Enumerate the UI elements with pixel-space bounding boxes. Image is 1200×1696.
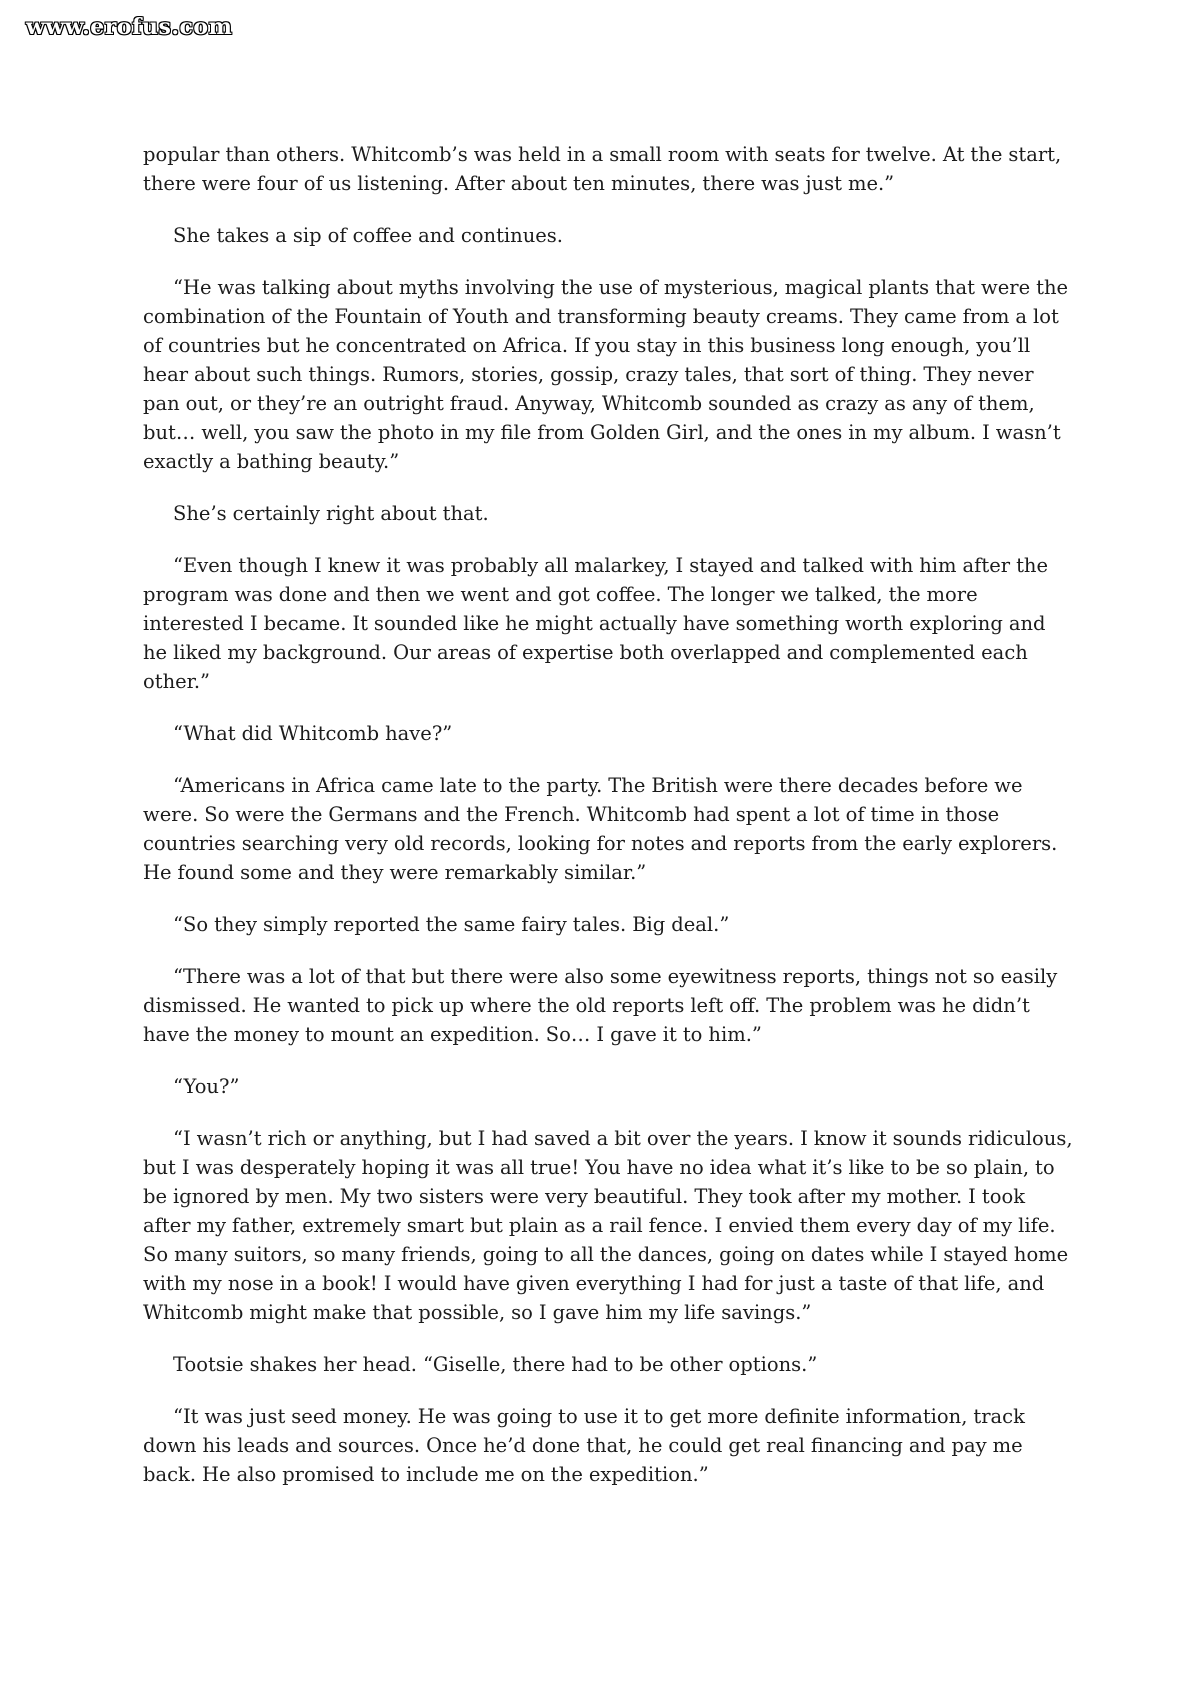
paragraph-6: “What did Whitcomb have?”	[173, 722, 453, 745]
watermark-text: www.erofus.com	[26, 14, 233, 40]
paragraph-1: popular than others. Whitcomb’s was held in a small room with seats for twelve. At the start, there were four of us listening. After about ten minutes, there was just me.”	[143, 143, 1062, 195]
paragraph-4: She’s certainly right about that.	[173, 502, 489, 525]
page-body	[143, 140, 1075, 1512]
paragraph-11: “I wasn’t rich or anything, but I had saved a bit over the years. I know it sounds ridiculous, but I was desperately hoping it was all true! You have no idea what it’s like to be so plain, to be ignored by men. My two sisters were very beautiful. They took after my mother. I took after my father, extremely smart but plain as a rail fence. I envied them every day of my life. So many suitors, so many friends, going to all the dances, going on dates while I stayed home with my nose in a book! I would have given everything I had for just a taste of that life, and Whitcomb might make that possible, so I gave him my life savings.”	[143, 1127, 1073, 1324]
paragraph-13: “It was just seed money. He was going to use it to get more definite information, track down his leads and sources. Once he’d done that, he could get real financing and pay me back. He also promised to include me on the expedition.”	[143, 1405, 1025, 1486]
paragraph-3: “He was talking about myths involving the use of mysterious, magical plants that were the combination of the Fountain of Youth and transforming beauty creams. They came from a lot of countries but he concentrated on Africa. If you stay in this business long enough, you’ll hear about such things. Rumors, stories, gossip, crazy tales, that sort of thing. They never pan out, or they’re an outright fraud. Anyway, Whitcomb sounded as crazy as any of them, but… well, you saw the photo in my file from Golden Girl, and the ones in my album. I wasn’t exactly a bathing beauty.”	[143, 276, 1069, 473]
paragraph-5: “Even though I knew it was probably all malarkey, I stayed and talked with him after the program was done and then we went and got coffee. The longer we talked, the more interested I became. It sounded like he might actually have something worth exploring and he liked my background. Our areas of expertise both overlapped and complemented each other.”	[143, 554, 1049, 693]
paragraph-2: She takes a sip of coffee and continues.	[173, 224, 563, 247]
paragraph-10: “You?”	[173, 1075, 240, 1098]
paragraph-12: Tootsie shakes her head. “Giselle, there had to be other options.”	[173, 1353, 818, 1376]
paragraph-9: “There was a lot of that but there were also some eyewitness reports, things not so easily dismissed. He wanted to pick up where the old reports left off. The problem was he didn’t have the money to mount an expedition. So… I gave it to him.”	[143, 965, 1058, 1046]
paragraph-8: “So they simply reported the same fairy tales. Big deal.”	[173, 913, 730, 936]
paragraph-7: “Americans in Africa came late to the party. The British were there decades before we were. So were the Germans and the French. Whitcomb had spent a lot of time in those countries searching very old records, looking for notes and reports from the early explorers. He found some and they were remarkably similar.”	[143, 774, 1058, 884]
